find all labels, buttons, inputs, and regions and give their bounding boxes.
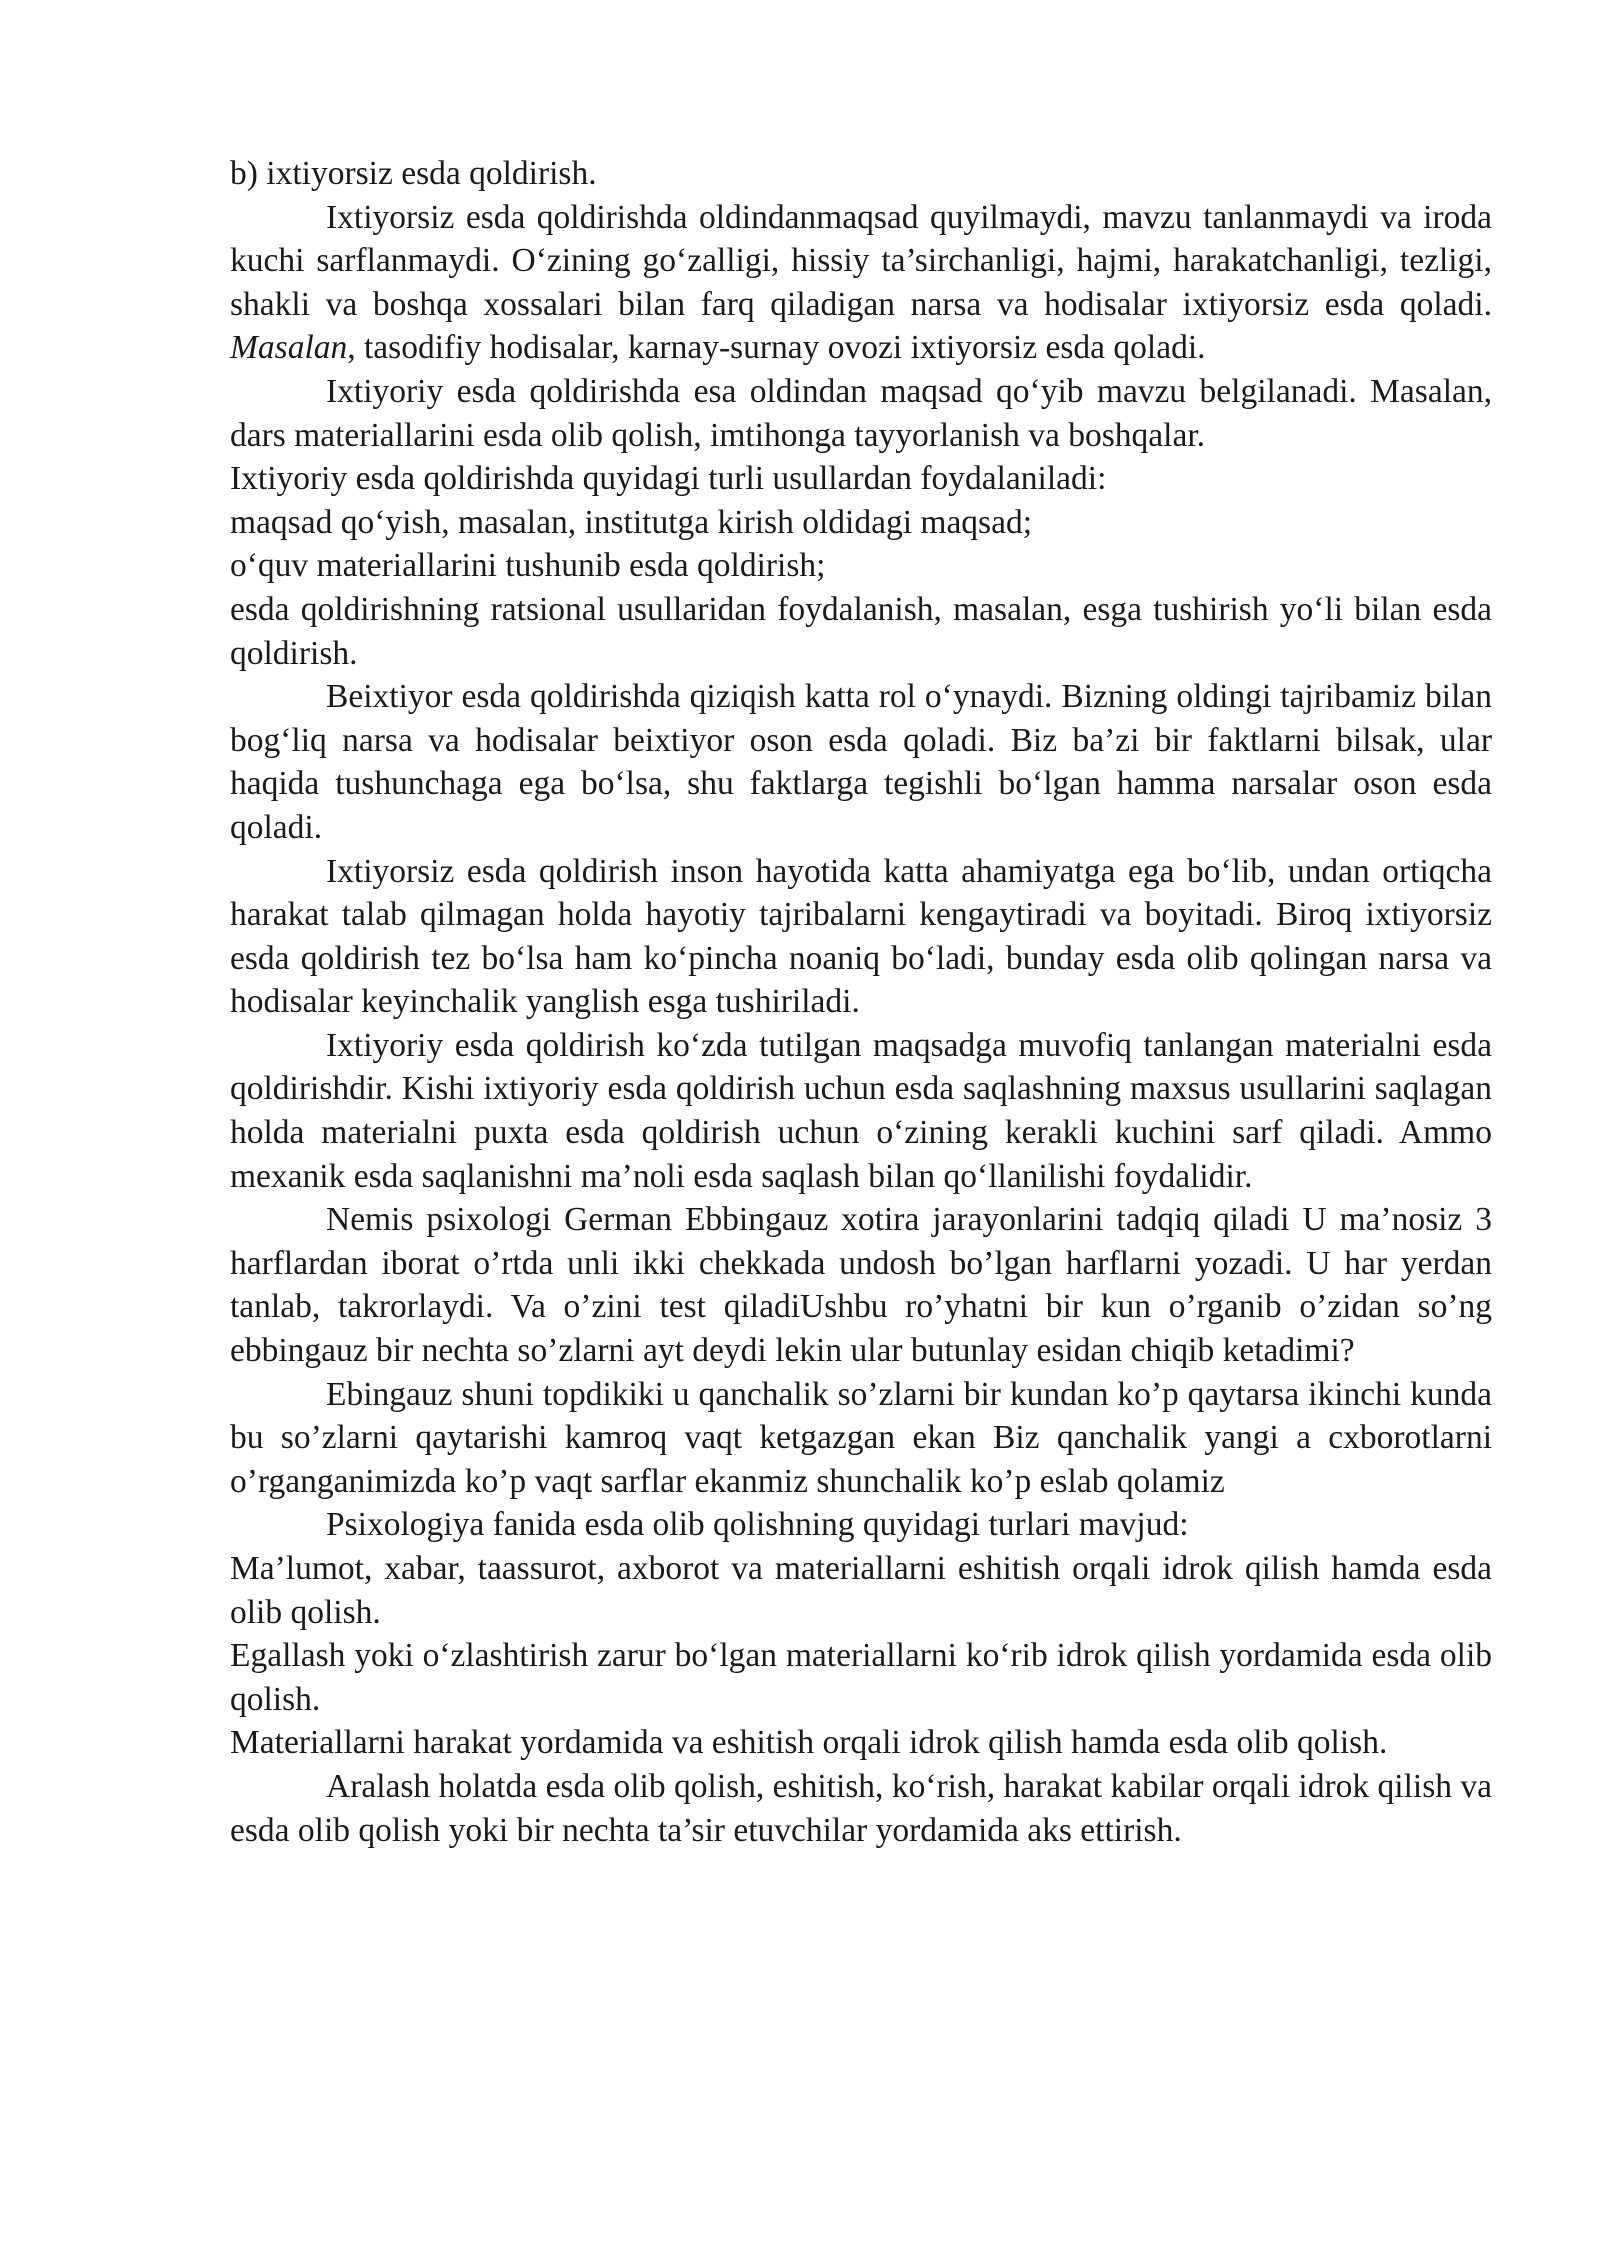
document-page: [230, 152, 1492, 1852]
list-item: Egallash yoki o‘zlashtirish zarur bo‘lgan materiallarni ko‘rib idrok qilish yordamida esda olib qolish.: [230, 1637, 1492, 1718]
paragraph-methods-intro: Ixtiyoriy esda qoldirishda quyidagi turli usullardan foydalaniladi:: [230, 460, 1107, 498]
paragraph-involuntary-memory: [230, 196, 1492, 370]
list-item: esda qoldirishning ratsional usullaridan foydalanish, masalan, esga tushirish yo‘li bilan esda qoldirish.: [230, 590, 1492, 672]
paragraph-mixed-memory: Aralash holatda esda olib qolish, eshitish, ko‘rish, harakat kabilar orqali idrok qilish va esda olib qolish yoki bir nechta ta’sir etuvchilar yordamida aks ettirish.: [230, 1767, 1492, 1849]
list-item: Ma’lumot, xabar, taassurot, axborot va materiallarni eshitish orqali idrok qilish hamda esda olib qolish.: [230, 1550, 1492, 1631]
emphasis-text: Masalan: [230, 329, 348, 367]
paragraph-ebbinghaus-findings: Ebingauz shuni topdikiki u qanchalik so’zlarni bir kundan ko’p qaytarsa ikinchi kunda bu so’zlarni qaytarishi kamroq vaqt ketgazgan ekan Biz qanchalik yangi a cxborotlarni o’rganganimizda ko’p vaqt sarflar ekanmiz shunchalik ko’p eslab qolamiz: [230, 1375, 1492, 1500]
paragraph-interest: Beixtiyor esda qoldirishda qiziqish katta rol o‘ynaydi. Bizning oldingi tajribamiz bilan bog‘liq narsa va hodisalar beixtiyor oson esda qoladi. Biz ba’zi bir faktlarni bilsak, ular haqida tushunchaga ega bo‘lsa, shu faktlarga tegishli bo‘lgan hamma narsalar oson esda qoladi.: [230, 678, 1492, 846]
paragraph-voluntary-memory: Ixtiyoriy esda qoldirishda esa oldindan maqsad qo‘yib mavzu belgilanadi. Masalan, dars materiallarini esda olib qolish, imtihonga tayyorlanish va boshqalar.: [230, 372, 1492, 454]
section-heading: b) ixtiyorsiz esda qoldirish.: [230, 155, 597, 192]
paragraph-types-intro: Psixologiya fanida esda olib qolishning quyidagi turlari mavjud:: [326, 1506, 1189, 1544]
list-item: Materiallarni harakat yordamida va eshitish orqali idrok qilish hamda esda olib qolish.: [230, 1724, 1388, 1762]
paragraph-voluntary-definition: Ixtiyoriy esda qoldirish ko‘zda tutilgan maqsadga muvofiq tanlangan materialni esda qoldirishdir. Kishi ixtiyoriy esda qoldirish uchun esda saqlashning maxsus usullarini saqlagan holda materialni puxta esda qoldirish uchun o‘zining kerakli kuchini sarf qiladi. Ammo mexanik esda saqlanishni ma’noli esda saqlash bilan qo‘llanilishi foydalidir.: [230, 1026, 1492, 1195]
paragraph-ebbinghaus: Nemis psixologi German Ebbingauz xotira jarayonlarini tadqiq qiladi U ma’nosiz 3 harflardan iborat o’rtda unli ikki chekkada undosh bo’lgan harflarni yozadi. U har yerdan tanlab, takrorlaydi. Va o’zini test qiladiUshbu ro’yhatni bir kun o’rganib o’zidan so’ng ebbingauz bir nechta so’zlarni ayt deydi lekin ular butunlay esidan chiqib ketadimi?: [230, 1201, 1492, 1370]
paragraph-involuntary-importance: Ixtiyorsiz esda qoldirish inson hayotida katta ahamiyatga ega bo‘lib, undan ortiqcha harakat talab qilmagan holda hayotiy tajribalarni kengaytiradi va boyitadi. Biroq ixtiyorsiz esda qoldirish tez bo‘lsa ham ko‘pincha noaniq bo‘ladi, bunday esda olib qolingan narsa va hodisalar keyinchalik yanglish esga tushiriladi.: [230, 852, 1492, 1021]
list-item: o‘quv materiallarini tushunib esda qoldirish;: [230, 547, 826, 585]
paragraph-text: Ixtiyorsiz esda qoldirishda oldindanmaqsad quyilmaydi, mavzu tanlanmaydi va iroda kuchi sarflanmaydi. O‘zining go‘zalligi, hissiy ta’sirchanligi, hajmi, harakatchanligi, tezligi, shakli va boshqa xossalari bilan farq qiladigan narsa va hodisalar ixtiyorsiz esda qoladi.: [230, 198, 1492, 323]
list-item: maqsad qo‘yish, masalan, institutga kirish oldidagi maqsad;: [230, 503, 1033, 541]
paragraph-text: , tasodifiy hodisalar, karnay-surnay ovozi ixtiyorsiz esda qoladi.: [347, 329, 1206, 367]
